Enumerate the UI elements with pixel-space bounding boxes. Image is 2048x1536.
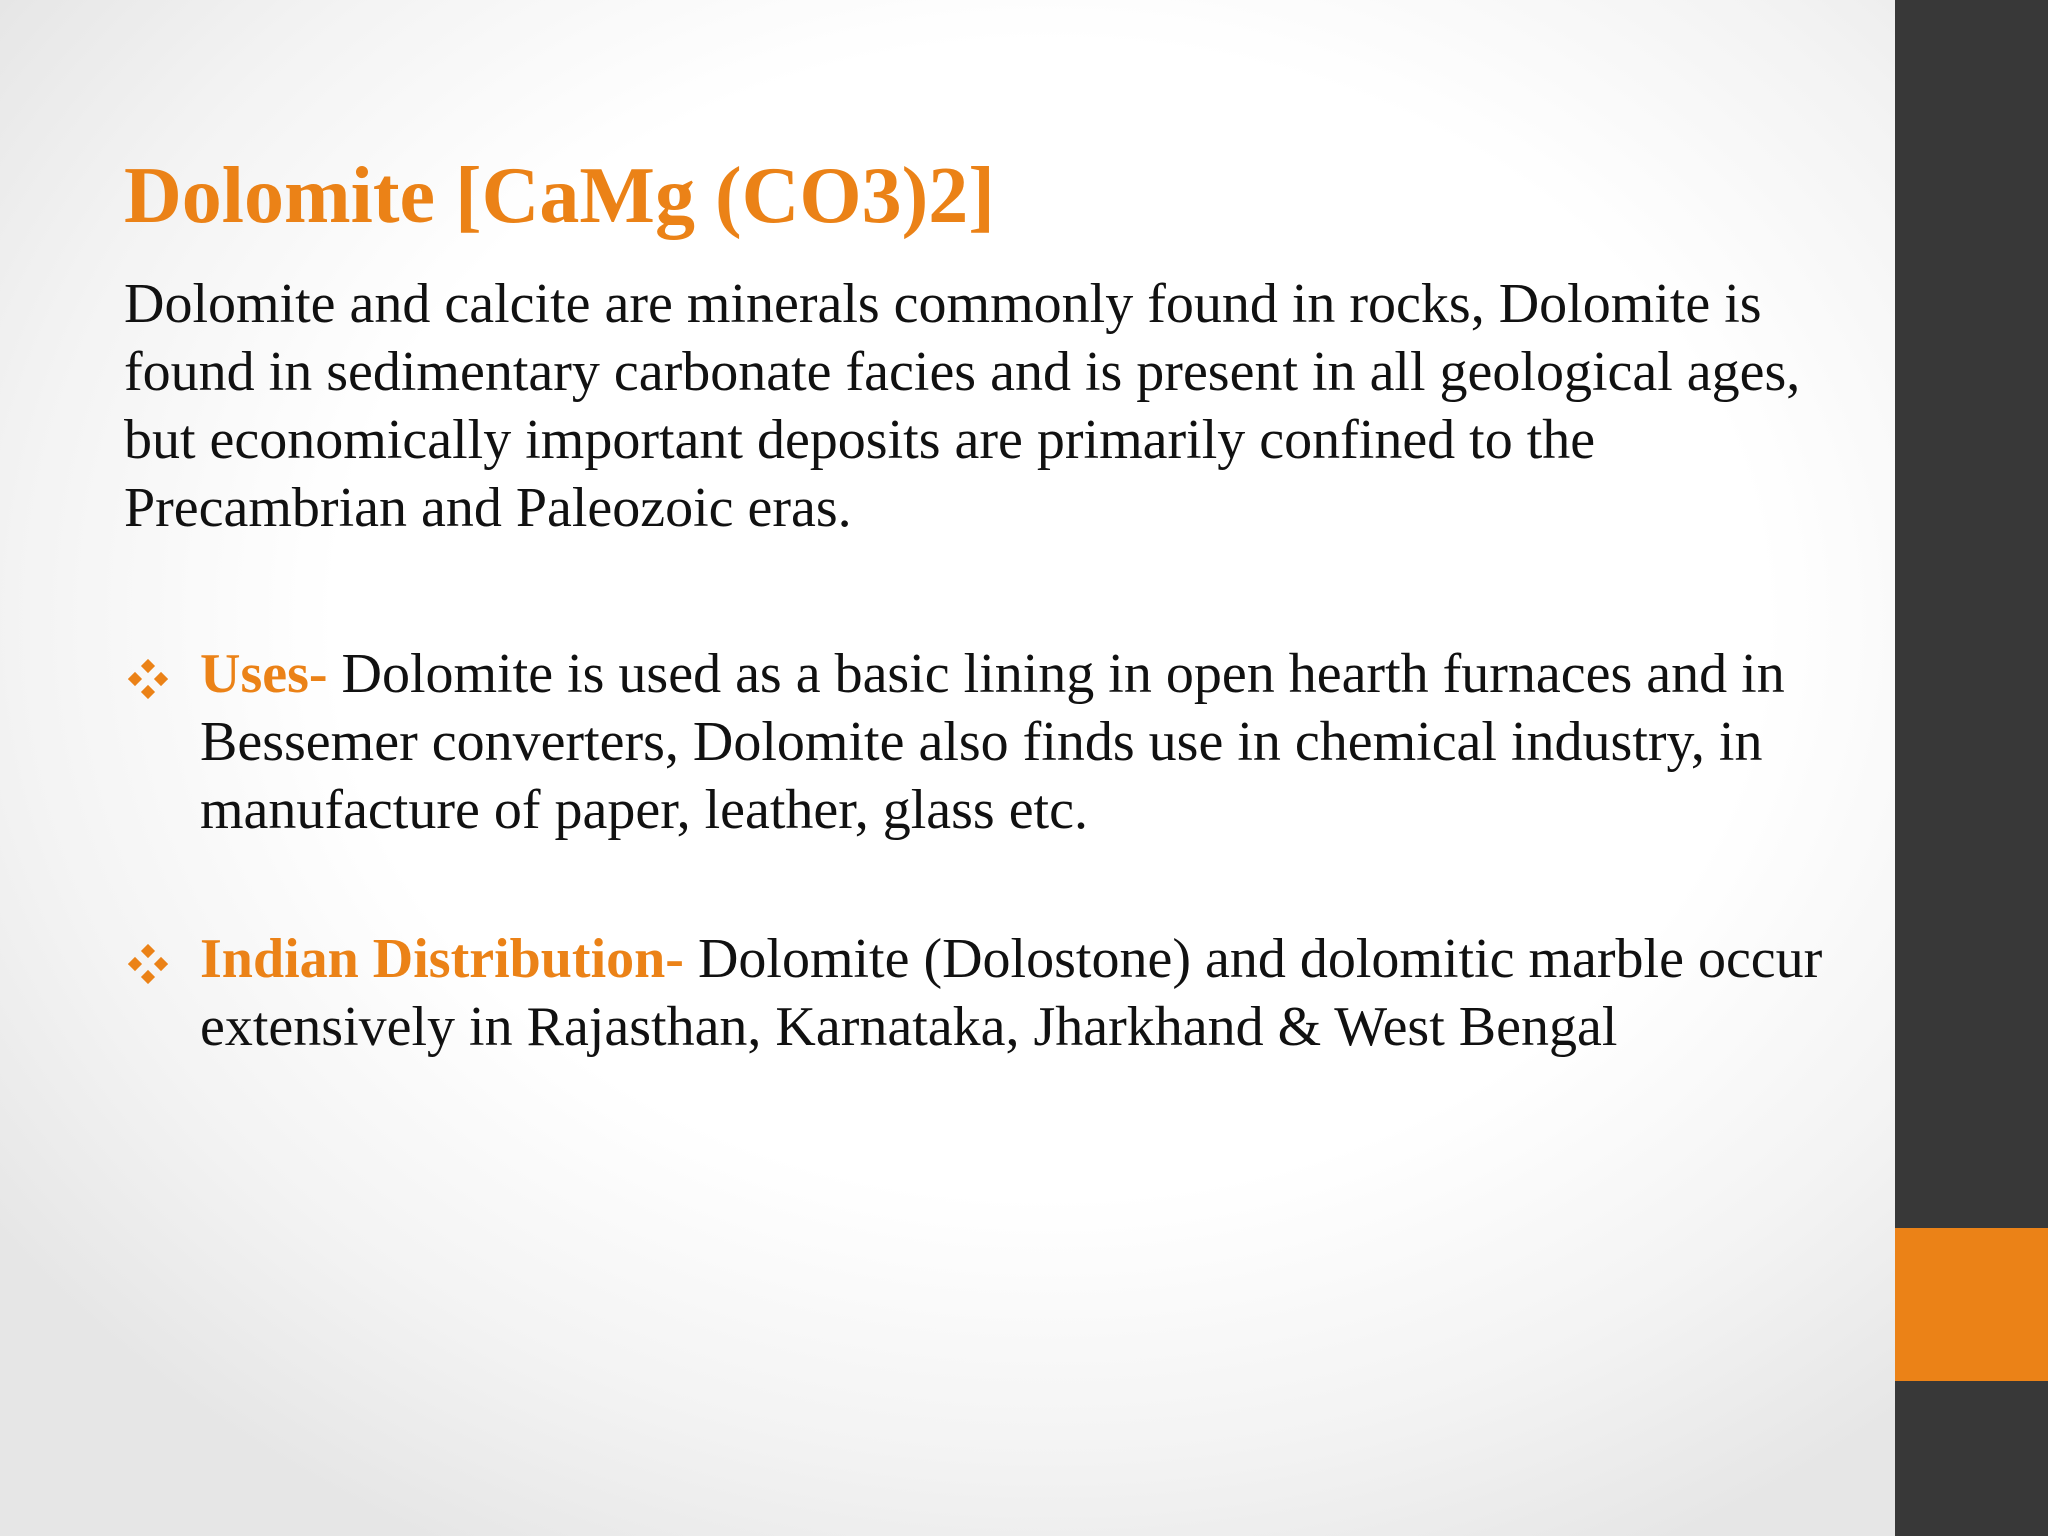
four-diamond-bullet-icon	[128, 659, 168, 699]
four-diamond-bullet-icon	[128, 944, 168, 984]
bullet-item-indian-distribution	[124, 925, 1824, 1061]
intro-paragraph: Dolomite and calcite are minerals commonly found in rocks, Dolomite is found in sedimentary carbonate facies and is present in all geological ages, but economically important deposits are primarily confined to the Precambrian and Paleozoic eras.	[124, 273, 1801, 539]
decorative-sidebar	[1895, 0, 2048, 1536]
bullet-item-uses	[124, 640, 1824, 844]
slide-title: Dolomite [CaMg (CO3)2]	[124, 152, 995, 240]
sidebar-accent-block	[1895, 1228, 2048, 1381]
bullet-label-uses: Uses-	[200, 643, 328, 705]
bullet-text-uses: Dolomite is used as a basic lining in open hearth furnaces and in Bessemer converters, Dolomite also finds use in chemical industry, in manufacture of paper, leather, glass etc.	[200, 643, 1785, 841]
bullet-label-indian-distribution: Indian Distribution-	[200, 928, 684, 990]
bullet-text-indian-distribution: Dolomite (Dolostone) and dolomitic marble occur extensively in Rajasthan, Karnataka, Jharkhand & West Bengal	[200, 928, 1823, 1058]
